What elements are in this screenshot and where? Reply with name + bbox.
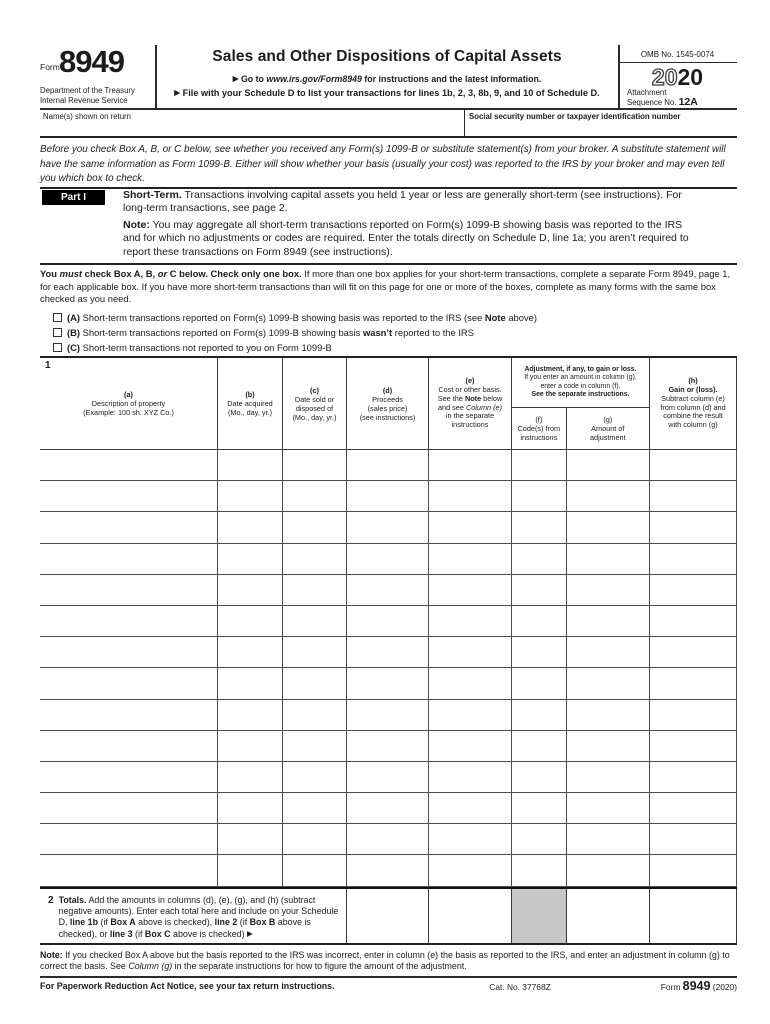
checkbox-row-b: [53, 326, 474, 339]
name-label: Name(s) shown on return: [43, 112, 131, 121]
col-d-l1: Proceeds: [372, 394, 403, 404]
table-row: [40, 481, 737, 512]
table-row: [40, 731, 737, 762]
cell-c[interactable]: [283, 762, 347, 792]
cell-b[interactable]: [218, 855, 283, 885]
checkbox-a-post: above): [505, 312, 538, 323]
col-f-tag: (f): [535, 415, 543, 424]
cell-f[interactable]: [512, 700, 567, 730]
cell-h[interactable]: [650, 637, 737, 667]
totals-proceeds-cell[interactable]: [347, 889, 429, 943]
short-term-label: Short-Term.: [123, 189, 182, 201]
checkbox-b[interactable]: [53, 328, 62, 337]
totals-r2: (if: [98, 917, 111, 928]
adj-b1: Adjustment, if any, to gain or loss.: [524, 366, 637, 374]
header-col-c: [283, 358, 347, 449]
cell-d[interactable]: [347, 544, 429, 574]
cell-b[interactable]: [218, 481, 283, 511]
cell-g[interactable]: [567, 450, 650, 480]
cell-g[interactable]: [567, 731, 650, 761]
file-with-schedule-d-line: [158, 88, 616, 98]
checkbox-b-post: reported to the IRS: [392, 327, 474, 338]
cell-f[interactable]: [512, 762, 567, 792]
col-c-l2: disposed of: [295, 403, 334, 413]
rule-under-header: [40, 108, 737, 110]
col-d-l2: (sales price): [367, 403, 408, 413]
cell-e[interactable]: [429, 450, 512, 480]
checkbox-row-c: [53, 341, 332, 354]
checkbox-c-text: Short-term transactions not reported to you on Form 1099-B: [80, 342, 332, 353]
totals-b2: line 1b: [69, 917, 99, 928]
totals-b1: Totals.: [58, 894, 87, 905]
table-row: [40, 512, 737, 543]
col-f-l2: instructions: [520, 433, 558, 442]
omb-divider: [618, 62, 737, 63]
part-i-note: [123, 219, 691, 259]
cell-e[interactable]: [429, 700, 512, 730]
totals-b3: Box A: [110, 917, 136, 928]
divider-form-title: [155, 45, 157, 108]
col-b-l2: (Mo., day, yr.): [227, 408, 273, 417]
cell-h[interactable]: [650, 855, 737, 885]
goto-post: for instructions and the latest information.: [361, 74, 542, 84]
cell-h[interactable]: [650, 824, 737, 854]
cell-a[interactable]: [40, 793, 218, 823]
mc-bi2: or: [157, 268, 168, 279]
goto-url-link[interactable]: www.irs.gov/Form8949: [266, 74, 362, 84]
cell-b[interactable]: [218, 824, 283, 854]
rule-under-name-row: [40, 136, 737, 138]
file-line-text: File with your Schedule D to list your transactions for lines 1b, 2, 3, 8b, 9, and 10 of Schedule D.: [182, 88, 600, 98]
cell-c[interactable]: [283, 637, 347, 667]
totals-arrow-icon: ▶: [247, 928, 253, 938]
col-g-tag: (g): [603, 415, 613, 424]
sequence-word: Sequence No.: [627, 97, 677, 107]
cell-d[interactable]: [347, 606, 429, 636]
totals-r3: above is checked),: [135, 917, 215, 928]
cell-g[interactable]: [567, 481, 650, 511]
adj-r1: If you enter an amount in column (g),: [524, 374, 637, 382]
col-a-l2: (Example: 100 sh. XYZ Co.): [83, 408, 174, 417]
table-row: [40, 793, 737, 824]
table-row: [40, 668, 737, 699]
agency-line2: Internal Revenue Service: [40, 96, 128, 105]
cell-b[interactable]: [218, 544, 283, 574]
cell-g[interactable]: [567, 700, 650, 730]
cell-a[interactable]: [40, 606, 218, 636]
note-text: You may aggregate all short-term transactions reported on Form(s) 1099-B showing basis was reported to the IRS and for which no adjustments or codes are required. Enter the totals directly on Schedule D, line 1a; you aren’t required to report these transactions on Form 8949 (see instructions).: [123, 219, 689, 258]
header-col-h: [650, 358, 737, 449]
cell-c[interactable]: [283, 450, 347, 480]
cell-h[interactable]: [650, 731, 737, 761]
name-field[interactable]: [43, 121, 458, 135]
cell-f[interactable]: [512, 731, 567, 761]
cell-c[interactable]: [283, 855, 347, 885]
col-d-tag: (d): [382, 385, 393, 395]
cell-h[interactable]: [650, 793, 737, 823]
cell-e[interactable]: [429, 544, 512, 574]
footnote-r1: If you checked Box A above but the basis reported to the IRS was incorrect, enter in column (e) the basis as reported to the IRS, and enter an adjustment in column (g) to correct the basis. See: [40, 950, 730, 972]
cell-d[interactable]: [347, 450, 429, 480]
cell-f[interactable]: [512, 606, 567, 636]
cell-a[interactable]: [40, 450, 218, 480]
col-e-l3-pre: and see: [437, 402, 466, 412]
checkbox-a-bold: Note: [484, 312, 506, 323]
col-e-l3-italic: Column (e): [465, 402, 503, 412]
table-row: [40, 762, 737, 793]
col-h-l1: Subtract column (e): [661, 393, 725, 403]
cell-b[interactable]: [218, 606, 283, 636]
col-b-tag: (b): [245, 390, 255, 399]
cell-e[interactable]: [429, 637, 512, 667]
checkbox-row-a: [53, 311, 537, 324]
line-2-number: 2: [48, 894, 54, 906]
cell-f[interactable]: [512, 855, 567, 885]
col-e-l4: in the separate: [445, 411, 495, 421]
table-row: [40, 700, 737, 731]
rule-above-footer: [40, 976, 737, 978]
col-c-tag: (c): [310, 385, 319, 395]
cell-f[interactable]: [512, 824, 567, 854]
cell-f[interactable]: [512, 481, 567, 511]
basis-correction-note: [40, 950, 742, 972]
cell-e[interactable]: [429, 731, 512, 761]
cell-g[interactable]: [567, 544, 650, 574]
totals-b5: Box B: [249, 917, 276, 928]
attachment-sequence: [627, 88, 698, 107]
cell-e[interactable]: [429, 481, 512, 511]
totals-r4: (if: [237, 917, 250, 928]
note-label: Note:: [123, 219, 150, 231]
col-h-l3: combine the result: [663, 411, 723, 421]
cell-g[interactable]: [567, 762, 650, 792]
cell-c[interactable]: [283, 481, 347, 511]
totals-b6: line 3: [109, 928, 133, 939]
adjustment-group-caption: [512, 358, 649, 408]
form-word-label: Form: [40, 62, 60, 72]
totals-gain-loss-cell[interactable]: [650, 889, 737, 943]
col-e-l5: instructions: [451, 419, 489, 429]
header-adjustment-group: [512, 358, 650, 449]
header-col-f: [512, 408, 567, 449]
ssn-label: Social security number or taxpayer identification number: [469, 112, 681, 121]
cell-f[interactable]: [512, 793, 567, 823]
mc-bi1: must: [59, 268, 83, 279]
cell-f[interactable]: [512, 575, 567, 605]
table-row: [40, 824, 737, 855]
omb-number: OMB No. 1545-0074: [640, 50, 715, 59]
totals-r6: (if: [132, 928, 145, 939]
attachment-word: Attachment: [627, 88, 667, 97]
col-e-tag: (e): [465, 376, 475, 386]
col-a-tag: (a): [124, 390, 133, 399]
col-g-l2: adjustment: [589, 433, 626, 442]
cell-e[interactable]: [429, 855, 512, 885]
cell-c[interactable]: [283, 824, 347, 854]
cell-a[interactable]: [40, 700, 218, 730]
footnote-r2: in the separate instructions for how to figure the amount of the adjustment.: [172, 961, 467, 972]
sequence-number: 12A: [678, 95, 698, 108]
col-h-b1: Gain or (loss).: [668, 385, 718, 395]
col-a-l1: Description of property: [91, 399, 166, 408]
year-solid-part: 20: [677, 64, 704, 90]
cell-a[interactable]: [40, 855, 218, 885]
line-1-number: 1: [45, 360, 51, 371]
cell-d[interactable]: [347, 481, 429, 511]
checkbox-a-letter: (A): [67, 312, 81, 323]
cell-e[interactable]: [429, 606, 512, 636]
table-row: [40, 450, 737, 481]
cell-h[interactable]: [650, 700, 737, 730]
mc-b1: You: [40, 268, 60, 279]
checkbox-c-letter: (C): [67, 342, 81, 353]
rule-under-part-i: [40, 263, 737, 265]
must-check-paragraph: [40, 268, 742, 306]
cell-h[interactable]: [650, 512, 737, 542]
broker-statement-paragraph: Before you check Box A, B, or C below, see whether you received any Form(s) 1099-B or substitute statement(s) from your broker. A substitute statement will have the same information as Form 1099-B. Either will show whether your basis (usually your cost) was reported to the IRS by your broker and may even tell you which box to check.: [40, 144, 726, 185]
ssn-field[interactable]: [469, 121, 731, 135]
cell-d[interactable]: [347, 793, 429, 823]
checkbox-a-text: Short-term transactions reported on Form(s) 1099-B showing basis was reported to the IRS (see: [80, 312, 485, 323]
totals-code-cell-shaded: [512, 889, 567, 943]
cell-f[interactable]: [512, 512, 567, 542]
adjustment-subcolumns: [512, 408, 649, 449]
cell-h[interactable]: [650, 450, 737, 480]
cell-d[interactable]: [347, 512, 429, 542]
paperwork-notice: For Paperwork Reduction Act Notice, see your tax return instructions.: [40, 981, 335, 991]
transactions-table: [40, 356, 737, 945]
cell-e[interactable]: [429, 668, 512, 698]
cell-a[interactable]: [40, 731, 218, 761]
cell-a[interactable]: [40, 824, 218, 854]
cell-h[interactable]: [650, 762, 737, 792]
checkbox-b-letter: (B): [67, 327, 81, 338]
cell-c[interactable]: [283, 606, 347, 636]
cell-b[interactable]: [218, 575, 283, 605]
col-c-l1: Date sold or: [294, 394, 335, 404]
cell-g[interactable]: [567, 512, 650, 542]
header-col-a: [40, 358, 218, 449]
totals-row: [40, 887, 737, 945]
checkbox-a[interactable]: [53, 313, 62, 322]
catalog-number: Cat. No. 37768Z: [489, 982, 551, 992]
col-e-l2-bold: Note: [464, 393, 482, 403]
totals-r7: above is checked): [170, 928, 248, 939]
checkbox-c[interactable]: [53, 343, 62, 352]
cell-f[interactable]: [512, 668, 567, 698]
col-e-l1: Cost or other basis.: [438, 385, 502, 395]
cell-c[interactable]: [283, 575, 347, 605]
mc-rest: If more than one box applies for your short-term transactions, complete a separate Form 8949, page 1, for each applicable box. If you have more short-term transactions than will fit on this page for one or more of the boxes, complete as many forms with the same box checked as you need.: [40, 268, 731, 304]
agency-label: [40, 86, 135, 106]
form-title: Sales and Other Dispositions of Capital Assets: [212, 48, 562, 65]
footer-form-id: [661, 979, 737, 993]
cell-e[interactable]: [429, 793, 512, 823]
col-d-l3: (see instructions): [359, 412, 416, 422]
col-g-l1: Amount of: [591, 424, 625, 433]
cell-d[interactable]: [347, 637, 429, 667]
part-i-badge: Part I: [42, 190, 105, 205]
mc-b3: C below. Check only one box.: [167, 268, 302, 279]
cell-d[interactable]: [347, 762, 429, 792]
col-h-tag: (h): [688, 376, 698, 386]
totals-b4: line 2: [214, 917, 238, 928]
totals-b7: Box C: [144, 928, 171, 939]
table-row: [40, 575, 737, 606]
cell-h[interactable]: [650, 606, 737, 636]
cell-d[interactable]: [347, 700, 429, 730]
cell-g[interactable]: [567, 668, 650, 698]
cell-h[interactable]: [650, 575, 737, 605]
col-f-l1: Code(s) from: [517, 424, 561, 433]
cell-c[interactable]: [283, 544, 347, 574]
header-col-e: [429, 358, 512, 449]
year-outline-part: 20: [651, 64, 678, 90]
col-e-l2-post: below: [481, 393, 503, 403]
cell-a[interactable]: [40, 512, 218, 542]
cell-c[interactable]: [283, 512, 347, 542]
totals-r5: above is checked), or: [58, 917, 311, 939]
cell-b[interactable]: [218, 637, 283, 667]
pointer-icon: ▶: [174, 88, 181, 97]
cell-b[interactable]: [218, 762, 283, 792]
cell-g[interactable]: [567, 855, 650, 885]
table-body: [40, 450, 737, 887]
cell-b[interactable]: [218, 668, 283, 698]
cell-h[interactable]: [650, 544, 737, 574]
footer-form-number: 8949: [682, 979, 711, 993]
col-c-l3: (Mo., day, yr.): [292, 412, 337, 422]
table-row: [40, 855, 737, 886]
cell-b[interactable]: [218, 700, 283, 730]
cell-b[interactable]: [218, 731, 283, 761]
totals-label: [40, 889, 347, 943]
cell-f[interactable]: [512, 637, 567, 667]
form-number: 8949: [59, 44, 124, 79]
cell-d[interactable]: [347, 731, 429, 761]
cell-g[interactable]: [567, 824, 650, 854]
footnote-italic: Column (g): [128, 961, 173, 972]
footnote-bold: Note:: [40, 950, 63, 960]
cell-g[interactable]: [567, 793, 650, 823]
divider-name-ssn: [464, 108, 465, 137]
cell-d[interactable]: [347, 668, 429, 698]
cell-b[interactable]: [218, 450, 283, 480]
goto-pre: Go to: [240, 74, 267, 84]
cell-f[interactable]: [512, 450, 567, 480]
table-row: [40, 606, 737, 637]
cell-f[interactable]: [512, 544, 567, 574]
cell-h[interactable]: [650, 481, 737, 511]
totals-cost-cell[interactable]: [429, 889, 512, 943]
tax-year: [620, 64, 735, 91]
cell-e[interactable]: [429, 575, 512, 605]
cell-e[interactable]: [429, 512, 512, 542]
cell-g[interactable]: [567, 606, 650, 636]
cell-b[interactable]: [218, 512, 283, 542]
table-row: [40, 544, 737, 575]
title-block: [158, 48, 616, 98]
adj-b2: See the separate instructions.: [531, 390, 630, 398]
table-header: [40, 356, 737, 450]
cell-d[interactable]: [347, 575, 429, 605]
cell-c[interactable]: [283, 668, 347, 698]
header-col-b: [218, 358, 283, 449]
cell-c[interactable]: [283, 793, 347, 823]
cell-d[interactable]: [347, 855, 429, 885]
cell-e[interactable]: [429, 824, 512, 854]
footer-form-year: (2020): [710, 982, 737, 992]
cell-c[interactable]: [283, 731, 347, 761]
cell-a[interactable]: [40, 544, 218, 574]
cell-a[interactable]: [40, 762, 218, 792]
col-h-l4: with column (g): [668, 419, 718, 429]
short-term-text: Transactions involving capital assets you held 1 year or less are generally short-term (see instructions). For long-term transactions, see page 2.: [123, 189, 682, 215]
cell-d[interactable]: [347, 824, 429, 854]
checkbox-b-bold: wasn’t: [362, 327, 393, 338]
header-col-g: [567, 408, 649, 449]
cell-c[interactable]: [283, 700, 347, 730]
col-h-l2: from column (d) and: [660, 402, 726, 412]
footer-form-word: Form: [660, 982, 683, 992]
cell-g[interactable]: [567, 637, 650, 667]
cell-a[interactable]: [40, 668, 218, 698]
goto-instructions-line: [158, 74, 616, 84]
checkbox-b-text: Short-term transactions reported on Form(s) 1099-B showing basis: [80, 327, 363, 338]
part-i-heading: [123, 189, 698, 216]
header-col-d: [347, 358, 429, 449]
cell-h[interactable]: [650, 668, 737, 698]
mc-b2: check Box A, B,: [82, 268, 158, 279]
col-e-l2-pre: See the: [437, 393, 465, 403]
agency-line1: Department of the Treasury: [40, 86, 135, 95]
table-row: [40, 637, 737, 668]
cell-a[interactable]: [40, 575, 218, 605]
cell-b[interactable]: [218, 793, 283, 823]
adj-r2: enter a code in column (f).: [540, 382, 621, 390]
cell-g[interactable]: [567, 575, 650, 605]
totals-r1: Add the amounts in columns (d), (e), (g), and (h) (subtract negative amounts). Enter each total here and include on your Schedule D,: [58, 894, 339, 928]
cell-a[interactable]: [40, 481, 218, 511]
totals-adjustment-cell[interactable]: [567, 889, 650, 943]
cell-e[interactable]: [429, 762, 512, 792]
pointer-icon: ▶: [232, 74, 239, 83]
cell-a[interactable]: [40, 637, 218, 667]
col-b-l1: Date acquired: [227, 399, 273, 408]
